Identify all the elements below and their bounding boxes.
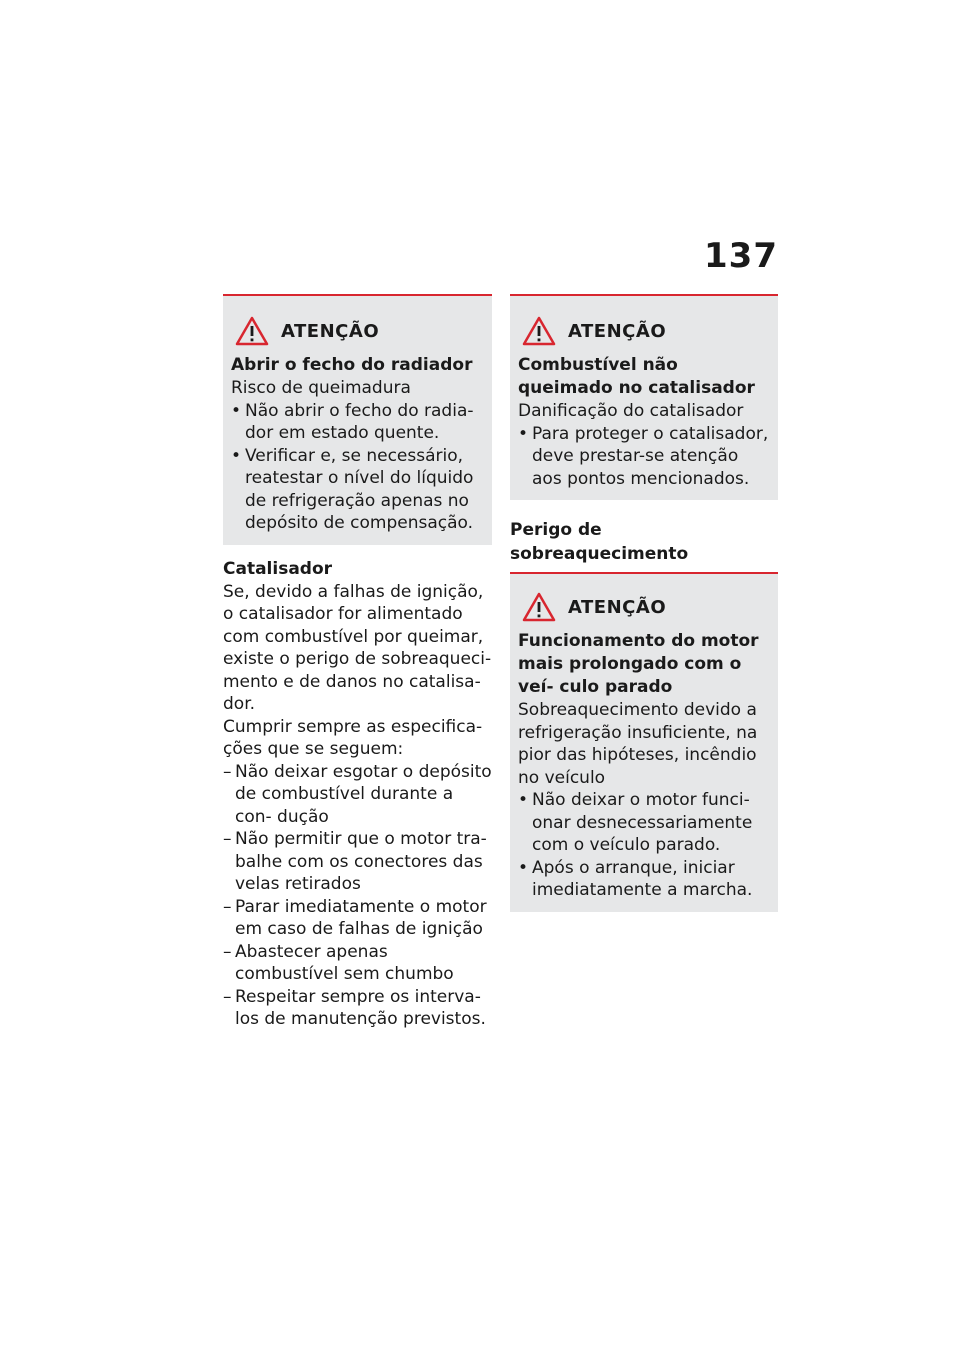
warning-bullet: • Verificar e, se necessário, reatestar o nível do líquido de refrigeração apenas no depósito de compensação. (231, 445, 484, 535)
warning-triangle-icon (235, 316, 269, 346)
warning-header (522, 590, 770, 624)
dash-item: – Não deixar esgotar o depósito de combustível durante a con- dução (223, 761, 492, 829)
warning-box-catalyst (510, 294, 778, 500)
warning-header (522, 314, 770, 348)
warning-label: ATENÇÃO (568, 596, 667, 618)
warning-line: Danificação do catalisador (518, 401, 744, 421)
warning-title: Funcionamento do motor mais prolongado com o veí- culo parado (518, 631, 759, 697)
section-title-catalisador: Catalisador (223, 558, 333, 579)
warning-bullet: • Não deixar o motor funci- onar desnecessariamente com o veículo parado. (518, 789, 770, 857)
warning-bullet: • Após o arranque, iniciar imediatamente a marcha. (518, 857, 770, 902)
paragraph: Cumprir sempre as especifica- ções que se seguem: (223, 716, 483, 759)
dash-item: – Abastecer apenas combustível sem chumbo (223, 941, 492, 986)
page-number: 137 (704, 236, 778, 276)
left-column (223, 294, 492, 1031)
warning-bullet: • Para proteger o catalisador, deve prestar-se atenção aos pontos mencionados. (518, 423, 770, 491)
paragraph: Se, devido a falhas de ignição, o catalisador for alimentado com combustível por queimar, existe o perigo de sobreaqueci- mento e de danos no catalisa- dor. (223, 581, 492, 714)
warning-label: ATENÇÃO (281, 320, 380, 342)
dash-item: – Parar imediatamente o motor em caso de falhas de ignição (223, 896, 492, 941)
dash-item: – Respeitar sempre os interva- los de manutenção previstos. (223, 986, 492, 1031)
warning-label: ATENÇÃO (568, 320, 667, 342)
dash-item: – Não permitir que o motor tra- balhe com os conectores das velas retirados (223, 828, 492, 896)
warning-line: Sobreaquecimento devido a refrigeração insuficiente, na pior das hipóteses, incêndio no veículo (518, 700, 758, 788)
warning-title: Combustível não queimado no catalisador (518, 355, 755, 398)
section-heading-overheating: Perigo de sobreaquecimento (510, 510, 778, 574)
warning-triangle-icon (522, 592, 556, 622)
warning-header (235, 314, 484, 348)
warning-box-radiator (223, 294, 492, 545)
warning-title: Abrir o fecho do radiador (231, 355, 473, 375)
warning-triangle-icon (522, 316, 556, 346)
warning-line: Risco de queimadura (231, 378, 411, 398)
warning-box-overheating (510, 574, 778, 912)
warning-bullet: • Não abrir o fecho do radia- dor em estado quente. (231, 400, 484, 445)
right-column (510, 294, 778, 912)
